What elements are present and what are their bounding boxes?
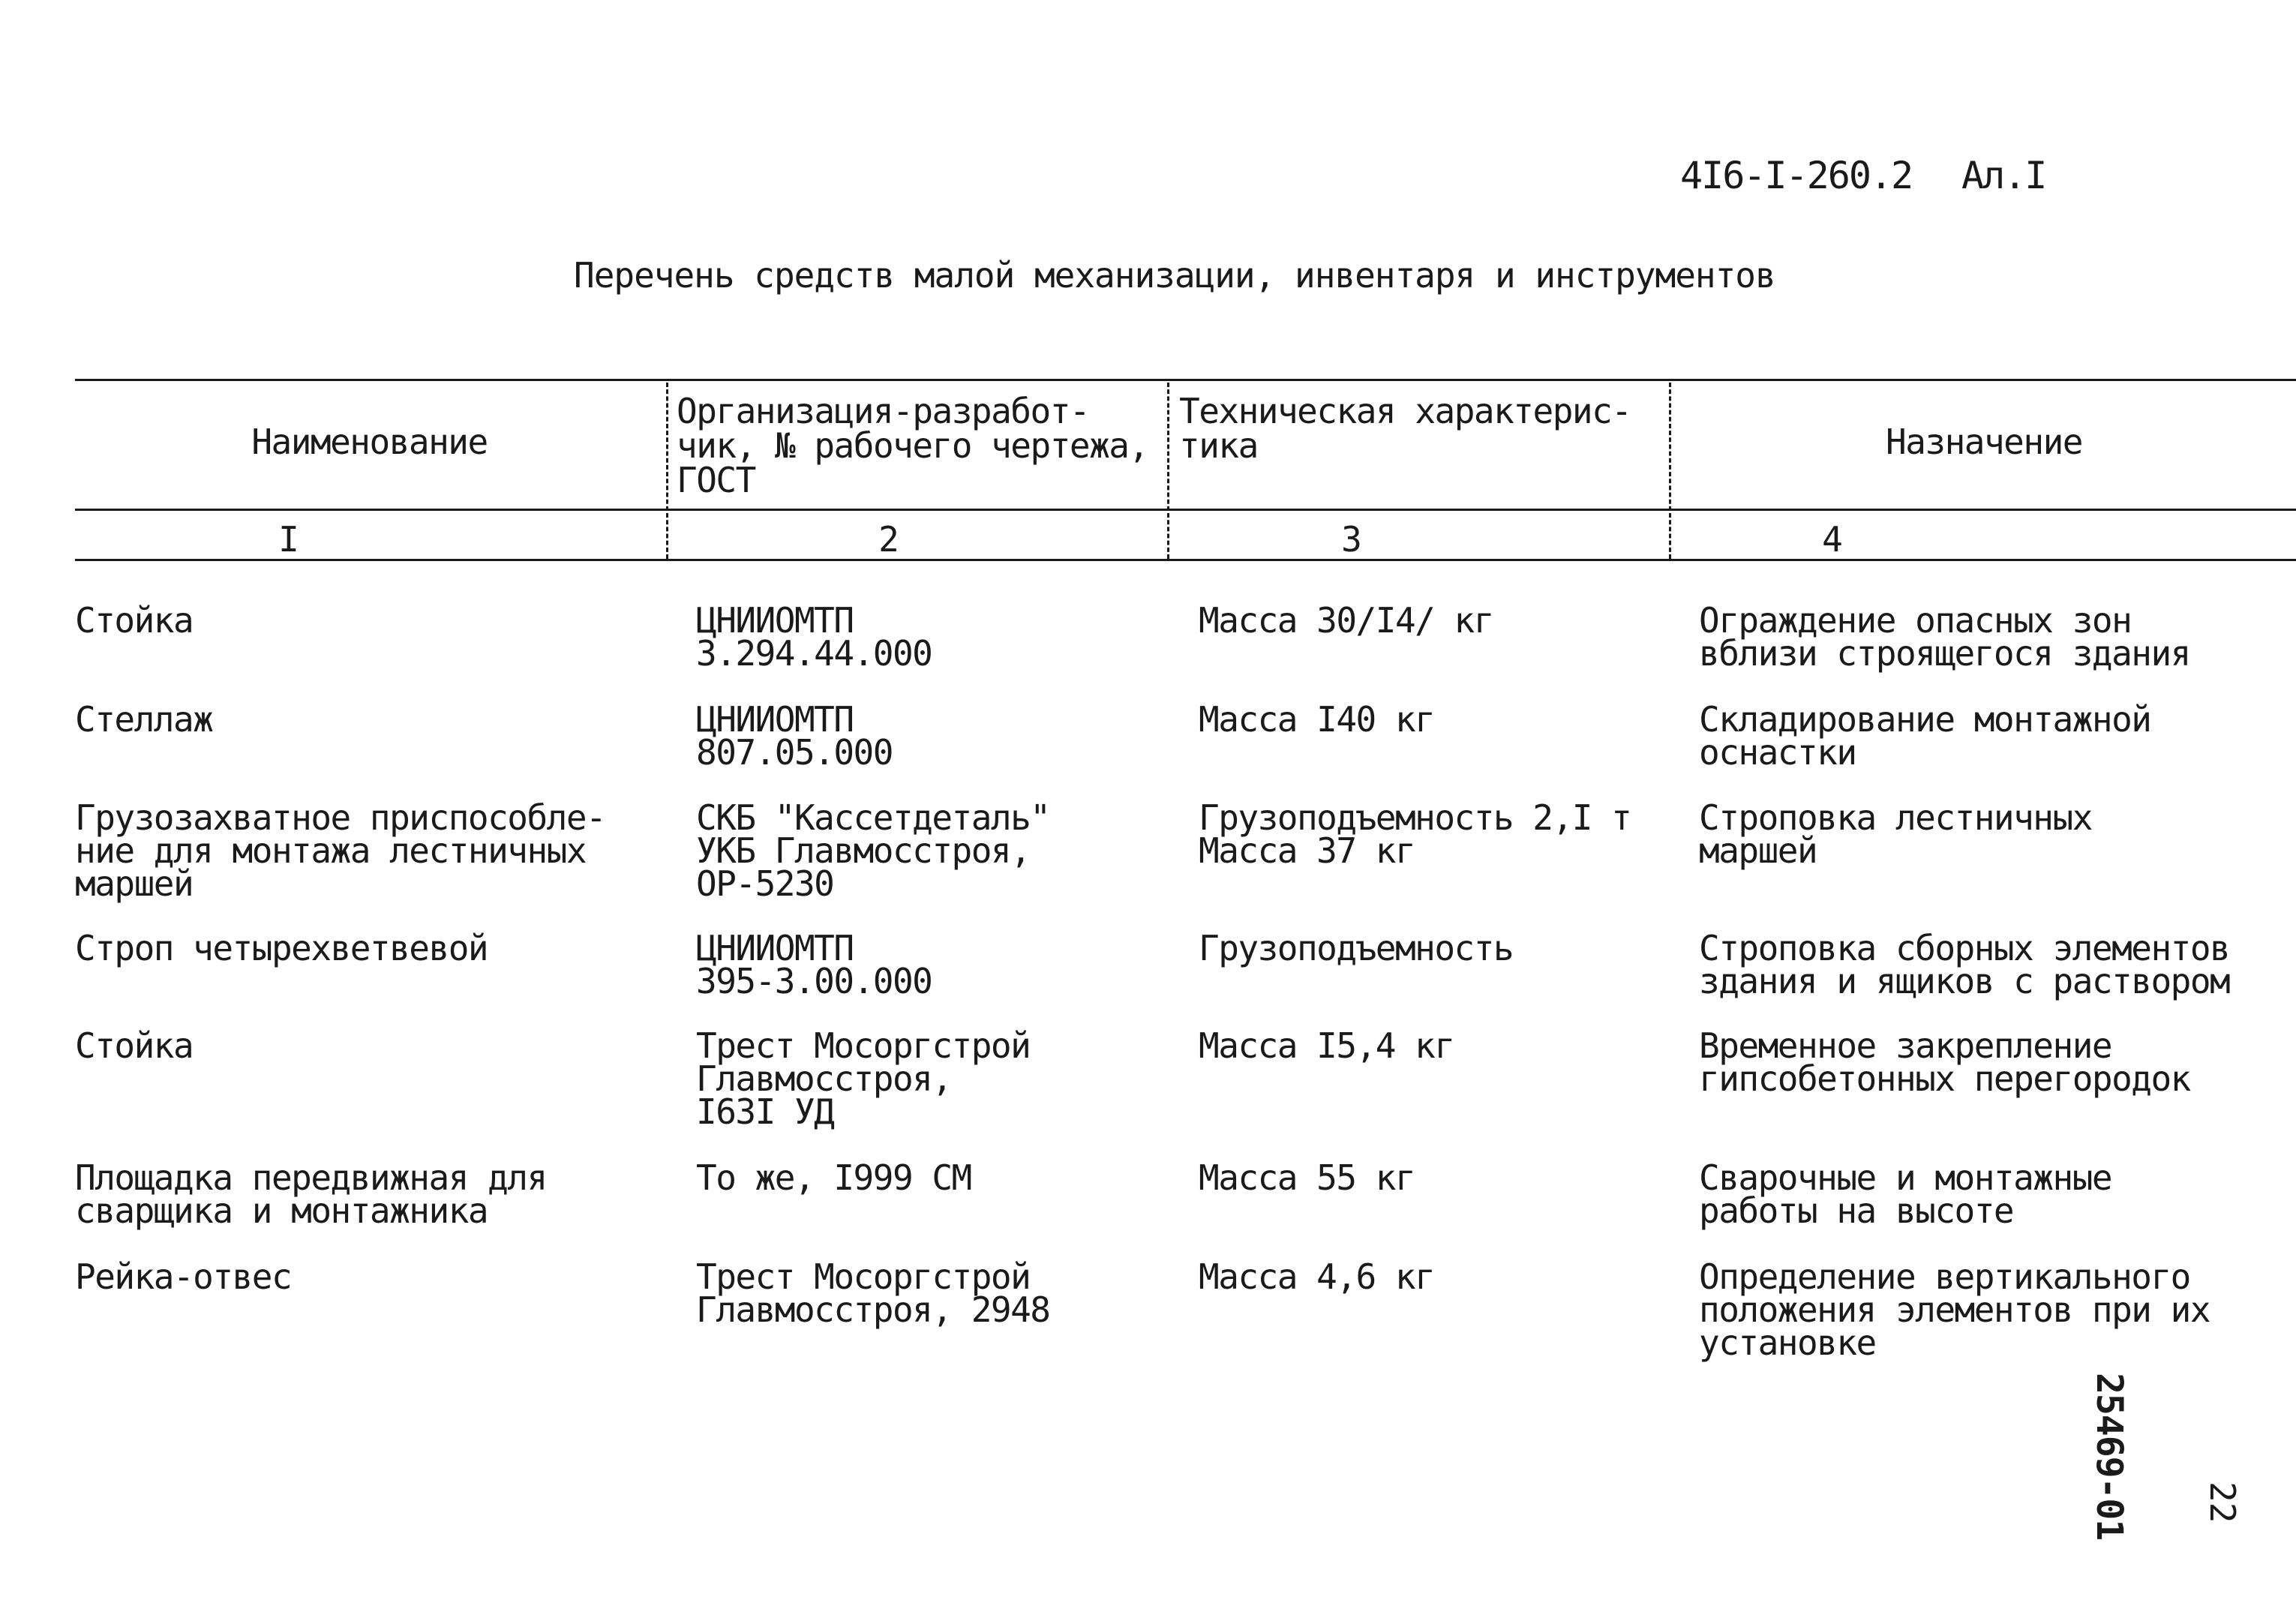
table-row-5-organization: Трест Мосоргстрой Главмосстроя, I63I УД (696, 1025, 1031, 1132)
column-number-2: 2 (878, 519, 899, 560)
table-row-4-purpose: Строповка сборных элементов здания и ящиков с раствором (1699, 928, 2230, 1001)
table-row-2-purpose: Складирование монтажной оснастки (1699, 699, 2151, 773)
table-row-3-characteristics: Грузоподъемность 2,I т Масса 37 кг (1199, 797, 1631, 871)
column-header-organization: Организация-разработ- чик, № рабочего чертежа, ГОСТ (677, 391, 1148, 500)
table-row-1-organization: ЦНИИОМТП 3.294.44.000 (696, 600, 932, 674)
table-row-7-purpose: Определение вертикального положения элементов при их установке (1699, 1256, 2210, 1363)
table-row-3-purpose: Строповка лестничных маршей (1699, 797, 2092, 871)
table-row-3-organization: СКБ "Кассетдеталь" УКБ Главмосстроя, ОР-5230 (696, 797, 1050, 904)
table-row-2-organization: ЦНИИОМТП 807.05.000 (696, 699, 893, 773)
table-row-6-organization: То же, I999 СМ (696, 1157, 971, 1198)
table-row-4-name: Строп четырехветвевой (75, 928, 488, 968)
table-row-4-organization: ЦНИИОМТП 395-3.00.000 (696, 928, 932, 1001)
table-row-6-purpose: Сварочные и монтажные работы на высоте (1699, 1157, 2112, 1231)
table-row-6-name: Площадка передвижная для сварщика и монтажника (75, 1157, 547, 1231)
table-row-5-name: Стойка (75, 1025, 194, 1066)
table-row-2-characteristics: Масса I40 кг (1199, 699, 1435, 740)
column-numbers-rule (75, 559, 2296, 561)
page-number: 22 (2202, 1481, 2243, 1523)
column-header-name: Наименование (251, 422, 488, 462)
column-header-characteristics: Техническая характерис- тика (1179, 391, 1631, 466)
column-header-purpose: Назначение (1886, 422, 2082, 462)
table-top-rule (75, 379, 2296, 381)
header-bottom-rule (75, 509, 2296, 511)
inventory-stamp: 25469-01 (2088, 1373, 2130, 1541)
table-row-1-name: Стойка (75, 600, 194, 641)
column-divider-3 (1669, 383, 1671, 559)
column-number-3: 3 (1341, 519, 1362, 560)
table-row-1-purpose: Ограждение опасных зон вблизи строящегося здания (1699, 600, 2190, 674)
table-row-7-name: Рейка-отвес (75, 1256, 292, 1297)
table-row-7-characteristics: Масса 4,6 кг (1199, 1256, 1435, 1297)
table-row-5-purpose: Временное закрепление гипсобетонных перегородок (1699, 1025, 2190, 1099)
table-row-1-characteristics: Масса 30/I4/ кг (1199, 600, 1493, 641)
table-row-3-name: Грузозахватное приспособле- ние для монтажа лестничных маршей (75, 797, 606, 904)
column-divider-1 (666, 383, 668, 559)
column-divider-2 (1167, 383, 1169, 559)
table-row-5-characteristics: Масса I5,4 кг (1199, 1025, 1454, 1066)
table-row-7-organization: Трест Мосоргстрой Главмосстроя, 2948 (696, 1256, 1050, 1330)
sheet-label: Ал.I (1961, 154, 2046, 197)
page-title: Перечень средств малой механизации, инвентаря и инструментов (574, 255, 1775, 296)
table-row-4-characteristics: Грузоподъемность (1199, 928, 1514, 968)
table-row-6-characteristics: Масса 55 кг (1199, 1157, 1415, 1198)
column-number-4: 4 (1822, 519, 1843, 560)
document-code: 4I6-I-260.2 (1680, 154, 1913, 197)
table-row-2-name: Стеллаж (75, 699, 213, 740)
column-number-1: I (278, 519, 299, 560)
